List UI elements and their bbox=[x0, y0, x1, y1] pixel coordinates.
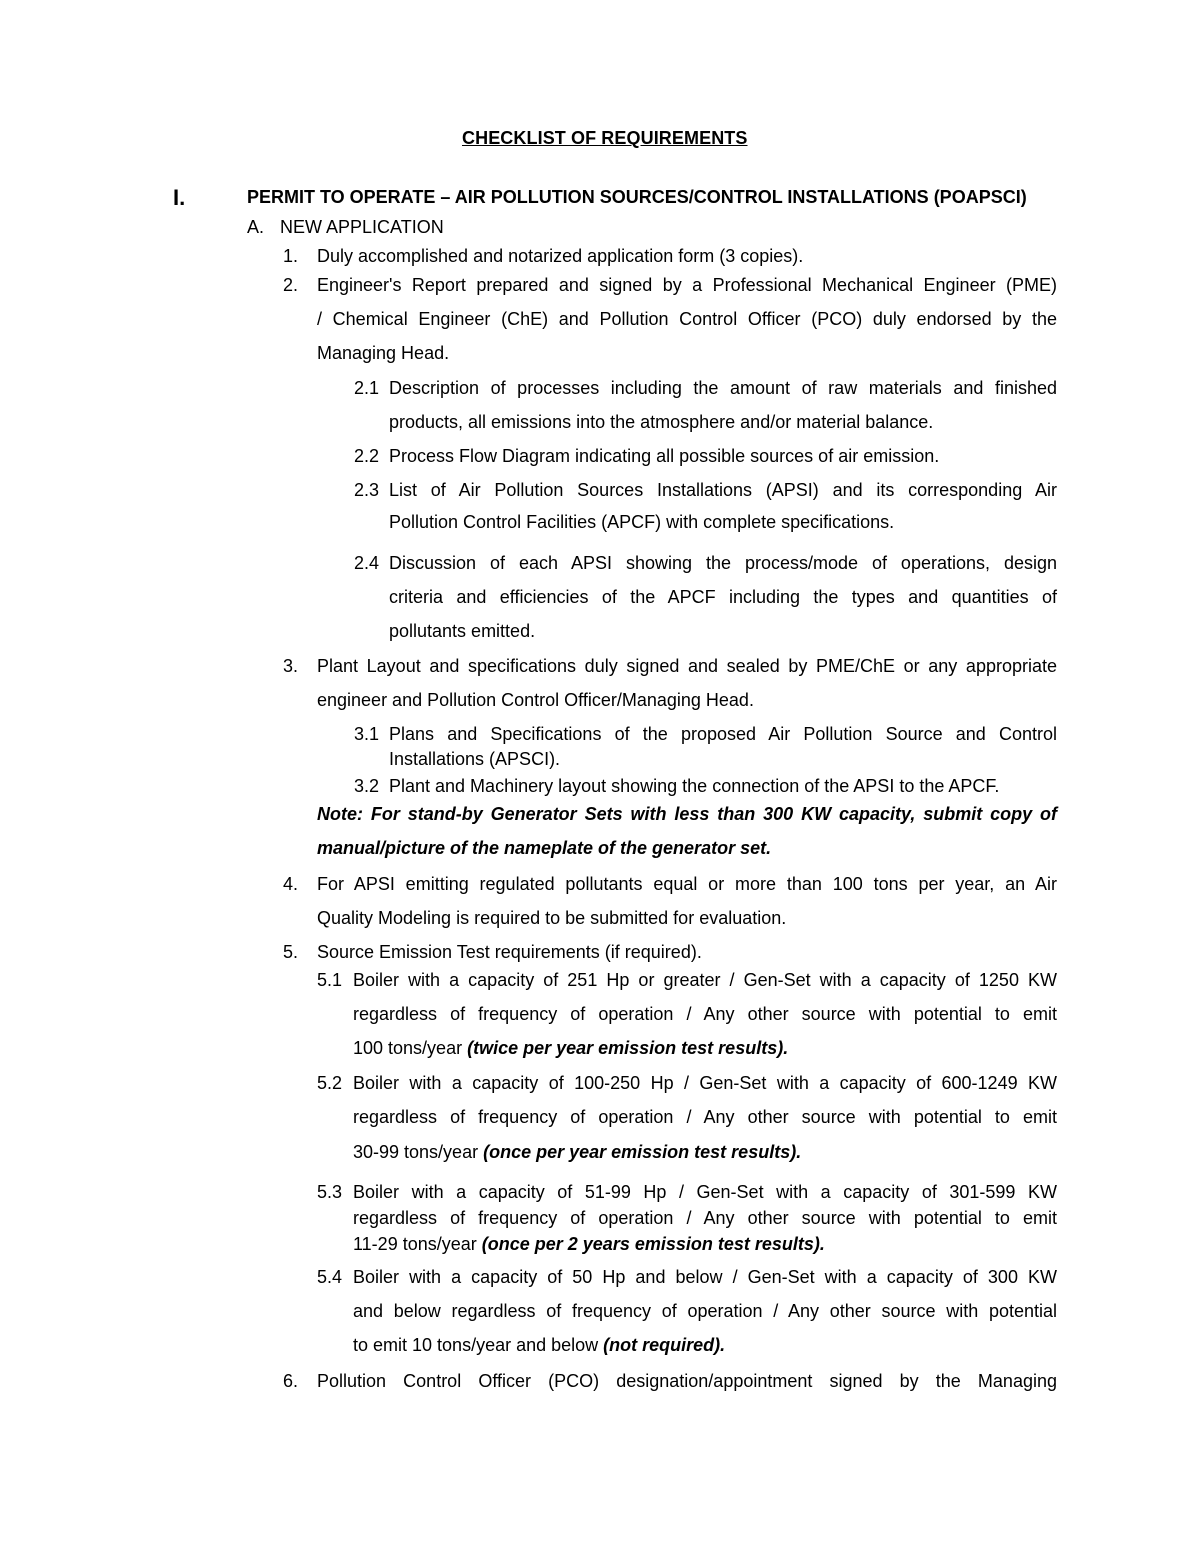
item-5-4-number: 5.4 bbox=[317, 1267, 343, 1287]
item-5-2-line-3-emphasis: (once per year emission test results). bbox=[483, 1142, 802, 1162]
item-5-1-line-1: Boiler with a capacity of 251 Hp or greater / Gen-Set with a capacity of 1250 KW bbox=[353, 970, 1057, 990]
item-5-3-line-2: regardless of frequency of operation / Any other source with potential to emit bbox=[353, 1208, 1057, 1228]
item-5-2-line-2: regardless of frequency of operation / Any other source with potential to emit bbox=[353, 1107, 1057, 1127]
note-line-2: manual/picture of the nameplate of the generator set. bbox=[317, 838, 772, 858]
item-5-3-number: 5.3 bbox=[317, 1182, 343, 1202]
item-2-line-1: Engineer's Report prepared and signed by a Professional Mechanical Engineer (PME) bbox=[317, 275, 1057, 295]
section-title: PERMIT TO OPERATE – AIR POLLUTION SOURCES/CONTROL INSTALLATIONS (POAPSCI) bbox=[247, 187, 1027, 207]
item-2-1-line-2: products, all emissions into the atmosphere and/or material balance. bbox=[389, 412, 934, 432]
item-3-2-line-1: Plant and Machinery layout showing the connection of the APSI to the APCF. bbox=[389, 776, 1000, 796]
item-3-line-2: engineer and Pollution Control Officer/Managing Head. bbox=[317, 690, 754, 710]
item-3-number: 3. bbox=[283, 656, 299, 676]
item-5-1-line-3 bbox=[353, 1036, 788, 1060]
item-5-2-number: 5.2 bbox=[317, 1073, 343, 1093]
item-2-line-2: / Chemical Engineer (ChE) and Pollution Control Officer (PCO) duly endorsed by the bbox=[317, 309, 1057, 329]
item-2-4-line-3: pollutants emitted. bbox=[389, 621, 536, 641]
item-2-number: 2. bbox=[283, 275, 299, 295]
item-5-4-line-3-text: to emit 10 tons/year and below bbox=[353, 1335, 604, 1355]
item-5-4-line-3 bbox=[353, 1333, 725, 1357]
item-6-line-1: Pollution Control Officer (PCO) designation/appointment signed by the Managing bbox=[317, 1371, 1057, 1391]
item-1-line-1: Duly accomplished and notarized application form (3 copies). bbox=[317, 246, 804, 266]
item-5-4-line-3-emphasis: (not required). bbox=[603, 1335, 726, 1355]
item-3-1-line-1: Plans and Specifications of the proposed Air Pollution Source and Control bbox=[389, 724, 1057, 744]
subsection-title: NEW APPLICATION bbox=[280, 217, 444, 237]
item-3-2-number: 3.2 bbox=[354, 776, 380, 796]
page-title: CHECKLIST OF REQUIREMENTS bbox=[462, 128, 748, 148]
item-5-2-line-1: Boiler with a capacity of 100-250 Hp / Gen-Set with a capacity of 600-1249 KW bbox=[353, 1073, 1057, 1093]
item-5-2-line-3-text: 30-99 tons/year bbox=[353, 1142, 484, 1162]
item-2-line-3: Managing Head. bbox=[317, 343, 450, 363]
item-5-1-line-3-emphasis: (twice per year emission test results). bbox=[467, 1038, 789, 1058]
item-2-3-line-1: List of Air Pollution Sources Installations (APSI) and its corresponding Air bbox=[389, 480, 1057, 500]
item-3-1-number: 3.1 bbox=[354, 724, 380, 744]
item-3-1-line-2: Installations (APSCI). bbox=[389, 749, 561, 769]
item-5-3-line-3-emphasis: (once per 2 years emission test results). bbox=[481, 1234, 825, 1254]
item-3-line-1: Plant Layout and specifications duly signed and sealed by PME/ChE or any appropriate bbox=[317, 656, 1057, 676]
item-2-4-line-1: Discussion of each APSI showing the process/mode of operations, design bbox=[389, 553, 1057, 573]
item-5-number: 5. bbox=[283, 942, 299, 962]
item-4-number: 4. bbox=[283, 874, 299, 894]
item-2-2-number: 2.2 bbox=[354, 446, 380, 466]
item-2-3-number: 2.3 bbox=[354, 480, 380, 500]
item-5-3-line-3-text: 11-29 tons/year bbox=[353, 1234, 482, 1254]
subsection-letter: A. bbox=[247, 217, 265, 237]
item-5-1-line-2: regardless of frequency of operation / Any other source with potential to emit bbox=[353, 1004, 1057, 1024]
item-2-1-number: 2.1 bbox=[354, 378, 380, 398]
item-5-4-line-1: Boiler with a capacity of 50 Hp and below / Gen-Set with a capacity of 300 KW bbox=[353, 1267, 1057, 1287]
item-5-1-number: 5.1 bbox=[317, 970, 343, 990]
item-5-3-line-3 bbox=[353, 1232, 825, 1256]
item-6-number: 6. bbox=[283, 1371, 299, 1391]
item-1-number: 1. bbox=[283, 246, 299, 266]
section-number: I. bbox=[173, 185, 186, 210]
item-5-3-line-1: Boiler with a capacity of 51-99 Hp / Gen-Set with a capacity of 301-599 KW bbox=[353, 1182, 1057, 1202]
item-2-4-line-2: criteria and efficiencies of the APCF including the types and quantities of bbox=[389, 587, 1057, 607]
item-5-2-line-3 bbox=[353, 1140, 801, 1164]
item-5-line-1: Source Emission Test requirements (if required). bbox=[317, 942, 702, 962]
item-2-3-line-2: Pollution Control Facilities (APCF) with complete specifications. bbox=[389, 512, 895, 532]
note-line-1: Note: For stand-by Generator Sets with less than 300 KW capacity, submit copy of bbox=[317, 804, 1057, 824]
item-2-1-line-1: Description of processes including the amount of raw materials and finished bbox=[389, 378, 1057, 398]
item-5-4-line-2: and below regardless of frequency of operation / Any other source with potential bbox=[353, 1301, 1057, 1321]
item-5-1-line-3-text: 100 tons/year bbox=[353, 1038, 468, 1058]
item-4-line-1: For APSI emitting regulated pollutants equal or more than 100 tons per year, an Air bbox=[317, 874, 1057, 894]
item-4-line-2: Quality Modeling is required to be submitted for evaluation. bbox=[317, 908, 787, 928]
item-2-2-line-1: Process Flow Diagram indicating all possible sources of air emission. bbox=[389, 446, 940, 466]
item-2-4-number: 2.4 bbox=[354, 553, 380, 573]
